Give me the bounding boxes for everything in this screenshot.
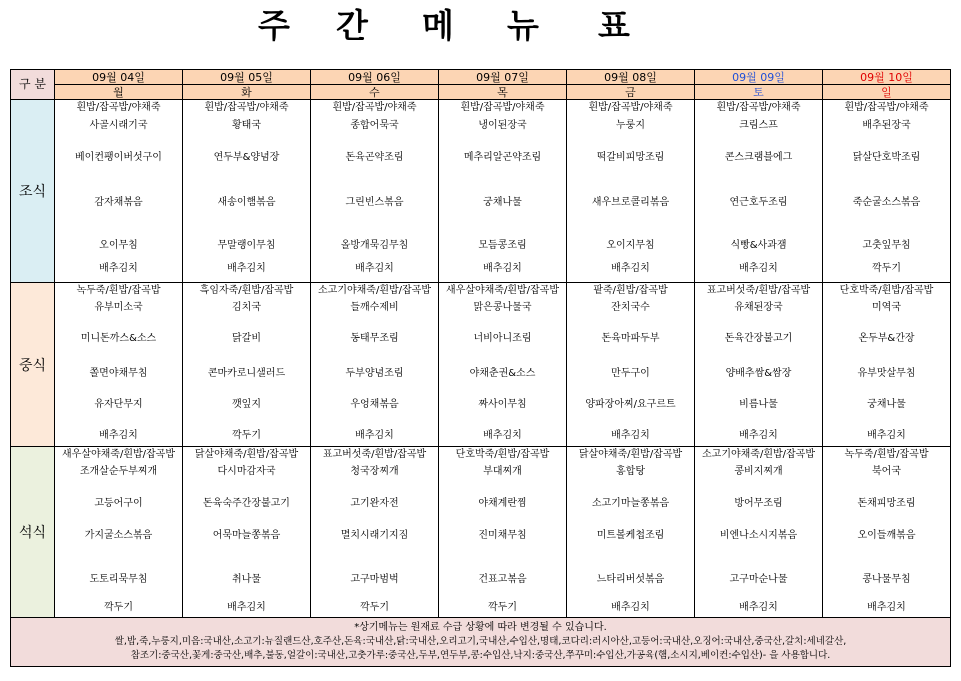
menu-item: 맑은콩나물국 bbox=[473, 302, 532, 313]
menu-cell bbox=[183, 100, 311, 283]
menu-item: 고등어구이 bbox=[94, 498, 143, 509]
menu-item: 흰밥/잡곡밥/야채죽 bbox=[332, 102, 417, 113]
menu-item: 표고버섯죽/흰밥/잡곡밥 bbox=[322, 449, 427, 460]
menu-item: 가지굴소스볶음 bbox=[84, 530, 153, 541]
menu-item: 돈육숙주간장불고기 bbox=[203, 498, 290, 509]
menu-cell bbox=[311, 447, 439, 618]
menu-item: 콘마카로니샐러드 bbox=[207, 368, 286, 379]
menu-item: 그린빈스볶음 bbox=[345, 197, 404, 208]
menu-item: 진미채무침 bbox=[478, 530, 527, 541]
menu-item: 궁채나물 bbox=[483, 197, 522, 208]
date-header: 09월 07일 bbox=[439, 70, 567, 85]
meal-label: 중식 bbox=[11, 283, 55, 447]
menu-item: 배추김치 bbox=[867, 602, 906, 613]
menu-item: 단호박죽/흰밥/잡곡밥 bbox=[455, 449, 550, 460]
menu-item: 들깨수제비 bbox=[350, 302, 399, 313]
menu-item: 오이지무침 bbox=[606, 240, 655, 251]
menu-item: 만두구이 bbox=[611, 368, 650, 379]
menu-item: 다시마감자국 bbox=[217, 466, 276, 477]
title-char: 뉴 bbox=[507, 6, 539, 45]
menu-item: 깍두기 bbox=[104, 602, 133, 613]
menu-cell bbox=[55, 100, 183, 283]
menu-item: 돈채피망조림 bbox=[857, 498, 916, 509]
menu-item: 배추김치 bbox=[99, 430, 138, 441]
menu-item: 어묵마늘쫑볶음 bbox=[212, 530, 281, 541]
menu-cell bbox=[439, 447, 567, 618]
menu-item: 흰밥/잡곡밥/야채죽 bbox=[460, 102, 545, 113]
menu-item: 녹두죽/흰밥/잡곡밥 bbox=[844, 449, 929, 460]
menu-item: 깍두기 bbox=[232, 430, 261, 441]
day-header: 화 bbox=[183, 85, 311, 100]
dinner-row bbox=[11, 447, 951, 618]
menu-item: 고구마순나물 bbox=[729, 574, 788, 585]
menu-item: 야채춘권&소스 bbox=[469, 368, 536, 379]
menu-cell bbox=[183, 283, 311, 447]
menu-item: 유채된장국 bbox=[734, 302, 783, 313]
menu-item: 베이컨팽이버섯구이 bbox=[75, 152, 162, 163]
menu-item: 죽순굴소스볶음 bbox=[852, 197, 921, 208]
date-header-sunday: 09월 10일 bbox=[823, 70, 951, 85]
menu-item: 돈육곤약조림 bbox=[345, 152, 404, 163]
menu-cell bbox=[695, 283, 823, 447]
menu-item: 유부미소국 bbox=[94, 302, 143, 313]
menu-item: 취나물 bbox=[232, 574, 261, 585]
menu-cell bbox=[567, 283, 695, 447]
menu-item: 소고기야채죽/흰밥/잡곡밥 bbox=[702, 449, 815, 460]
day-header: 수 bbox=[311, 85, 439, 100]
menu-item: 오이들깨볶음 bbox=[857, 530, 916, 541]
menu-item: 콘스크램블에그 bbox=[724, 152, 793, 163]
menu-item: 배추김치 bbox=[227, 263, 266, 274]
menu-item: 도토리묵무침 bbox=[89, 574, 148, 585]
menu-item: 배추김치 bbox=[739, 602, 778, 613]
menu-item: 종합어묵국 bbox=[350, 120, 399, 131]
day-header-saturday: 토 bbox=[695, 85, 823, 100]
day-header: 금 bbox=[567, 85, 695, 100]
breakfast-row bbox=[11, 100, 951, 283]
menu-item: 궁채나물 bbox=[867, 399, 906, 410]
menu-item: 깻잎지 bbox=[232, 399, 261, 410]
menu-item: 돈육간장불고기 bbox=[724, 333, 793, 344]
menu-item: 올방개묵김무침 bbox=[340, 240, 409, 251]
header-corner: 구 분 bbox=[11, 70, 55, 100]
menu-item: 배추김치 bbox=[355, 430, 394, 441]
menu-item: 방어무조림 bbox=[734, 498, 783, 509]
menu-item: 두부양념조림 bbox=[345, 368, 404, 379]
menu-item: 비엔나소시지볶음 bbox=[719, 530, 798, 541]
menu-item: 닭살단호박조림 bbox=[852, 152, 921, 163]
menu-item: 오이무침 bbox=[99, 240, 138, 251]
menu-cell bbox=[823, 283, 951, 447]
menu-item: 배추김치 bbox=[867, 430, 906, 441]
menu-item: 배추김치 bbox=[611, 263, 650, 274]
menu-cell bbox=[183, 447, 311, 618]
menu-item: 흰밥/잡곡밥/야채죽 bbox=[588, 102, 673, 113]
menu-item: 깍두기 bbox=[360, 602, 389, 613]
menu-item: 누룽지 bbox=[616, 120, 645, 131]
menu-item: 조개살순두부찌개 bbox=[79, 466, 158, 477]
notes-line: 참조기:중국산,꽃게:중국산,배추,불동,얼갈이:국내산,고춧가루:중국산,두부,연두부,콩:수입산,낙지:중국산,쭈꾸미:수입산,가공육(햄,소시지,베이컨:수입산)- 을 사용합니다. bbox=[130, 650, 831, 661]
menu-cell bbox=[439, 283, 567, 447]
menu-item: 콩나물무침 bbox=[862, 574, 911, 585]
menu-item: 미역국 bbox=[872, 302, 901, 313]
menu-cell bbox=[55, 283, 183, 447]
menu-cell bbox=[823, 447, 951, 618]
menu-item: 닭살야채죽/흰밥/잡곡밥 bbox=[578, 449, 683, 460]
menu-item: 냉이된장국 bbox=[478, 120, 527, 131]
day-header: 월 bbox=[55, 85, 183, 100]
menu-item: 양배추쌈&쌈장 bbox=[725, 368, 792, 379]
menu-item: 무말랭이무침 bbox=[217, 240, 276, 251]
menu-item: 우엉채볶음 bbox=[350, 399, 399, 410]
title-char: 주 bbox=[258, 6, 290, 45]
menu-item: 새우브로콜리볶음 bbox=[591, 197, 670, 208]
menu-item: 표고버섯죽/흰밥/잡곡밥 bbox=[706, 285, 811, 296]
menu-item: 청국장찌개 bbox=[350, 466, 399, 477]
menu-item: 배추김치 bbox=[611, 430, 650, 441]
menu-item: 흑임자죽/흰밥/잡곡밥 bbox=[199, 285, 294, 296]
menu-item: 콩비지찌개 bbox=[734, 466, 783, 477]
menu-item: 온두부&간장 bbox=[858, 333, 915, 344]
menu-item: 새우살야채죽/흰밥/잡곡밥 bbox=[62, 449, 175, 460]
date-header: 09월 04일 bbox=[55, 70, 183, 85]
menu-item: 배추김치 bbox=[483, 263, 522, 274]
date-header: 09월 08일 bbox=[567, 70, 695, 85]
menu-item: 팥죽/흰밥/잡곡밥 bbox=[593, 285, 668, 296]
day-header: 목 bbox=[439, 85, 567, 100]
title-char: 간 bbox=[336, 6, 368, 45]
menu-item: 연두부&양념장 bbox=[213, 152, 280, 163]
menu-cell bbox=[439, 100, 567, 283]
date-header: 09월 05일 bbox=[183, 70, 311, 85]
menu-item: 소고기야채죽/흰밥/잡곡밥 bbox=[318, 285, 431, 296]
menu-item: 흰밥/잡곡밥/야채죽 bbox=[844, 102, 929, 113]
menu-item: 배추김치 bbox=[99, 263, 138, 274]
meal-label: 조식 bbox=[11, 100, 55, 283]
menu-item: 녹두죽/흰밥/잡곡밥 bbox=[76, 285, 161, 296]
menu-item: 멸치시래기지짐 bbox=[340, 530, 409, 541]
menu-item: 닭살야채죽/흰밥/잡곡밥 bbox=[194, 449, 299, 460]
menu-item: 유부맛살무침 bbox=[857, 368, 916, 379]
menu-item: 부대찌개 bbox=[483, 466, 522, 477]
menu-item: 미트볼케첩조림 bbox=[596, 530, 665, 541]
menu-item: 양파장아찌/요구르트 bbox=[585, 399, 676, 410]
menu-item: 배추된장국 bbox=[862, 120, 911, 131]
menu-item: 깍두기 bbox=[488, 602, 517, 613]
menu-item: 황태국 bbox=[232, 120, 261, 131]
menu-item: 느타리버섯볶음 bbox=[596, 574, 665, 585]
menu-item: 잔치국수 bbox=[611, 302, 650, 313]
menu-cell bbox=[695, 100, 823, 283]
menu-item: 비름나물 bbox=[739, 399, 778, 410]
menu-item: 배추김치 bbox=[611, 602, 650, 613]
menu-item: 북어국 bbox=[872, 466, 901, 477]
menu-item: 야채계란찜 bbox=[478, 498, 527, 509]
menu-cell bbox=[823, 100, 951, 283]
menu-item: 닭갈비 bbox=[232, 333, 261, 344]
menu-item: 김치국 bbox=[232, 302, 261, 313]
menu-cell bbox=[567, 100, 695, 283]
menu-item: 메추리알곤약조림 bbox=[463, 152, 542, 163]
title-char: 메 bbox=[422, 6, 454, 45]
menu-item: 건표고볶음 bbox=[478, 574, 527, 585]
menu-item: 소고기마늘쫑볶음 bbox=[591, 498, 670, 509]
title-char: 표 bbox=[598, 6, 630, 45]
menu-item: 흰밥/잡곡밥/야채죽 bbox=[76, 102, 161, 113]
menu-item: 깍두기 bbox=[872, 263, 901, 274]
menu-item: 감자채볶음 bbox=[94, 197, 143, 208]
menu-cell bbox=[311, 100, 439, 283]
menu-item: 연근호두조림 bbox=[729, 197, 788, 208]
menu-item: 새송이햄볶음 bbox=[217, 197, 276, 208]
menu-item: 배추김치 bbox=[739, 263, 778, 274]
menu-item: 배추김치 bbox=[483, 430, 522, 441]
notes-box bbox=[11, 618, 951, 667]
menu-item: 고춧잎무침 bbox=[862, 240, 911, 251]
weekly-menu-table bbox=[10, 69, 951, 667]
menu-cell bbox=[55, 447, 183, 618]
menu-item: 식빵&사과잼 bbox=[730, 240, 787, 251]
menu-item: 크림스프 bbox=[739, 120, 778, 131]
day-header-sunday: 일 bbox=[823, 85, 951, 100]
menu-cell bbox=[311, 283, 439, 447]
date-header: 09월 06일 bbox=[311, 70, 439, 85]
menu-item: 홍합탕 bbox=[616, 466, 645, 477]
menu-item: 배추김치 bbox=[355, 263, 394, 274]
notes-line: *상기메뉴는 원재료 수급 상황에 따라 변경될 수 있습니다. bbox=[354, 622, 607, 633]
menu-item: 새우살야채죽/흰밥/잡곡밥 bbox=[446, 285, 559, 296]
menu-item: 돈육마파두부 bbox=[601, 333, 660, 344]
menu-item: 흰밥/잡곡밥/야채죽 bbox=[204, 102, 289, 113]
menu-item: 동태무조림 bbox=[350, 333, 399, 344]
menu-item: 너비아니조림 bbox=[473, 333, 532, 344]
page-title bbox=[0, 0, 961, 66]
menu-item: 모듬콩조림 bbox=[478, 240, 527, 251]
menu-item: 쫄면야채무침 bbox=[89, 368, 148, 379]
menu-item: 짜사이무침 bbox=[478, 399, 527, 410]
menu-item: 단호박죽/흰밥/잡곡밥 bbox=[839, 285, 934, 296]
menu-cell bbox=[567, 447, 695, 618]
date-header-saturday: 09월 09일 bbox=[695, 70, 823, 85]
menu-item: 고구마범벅 bbox=[350, 574, 399, 585]
menu-item: 사골시래기국 bbox=[89, 120, 148, 131]
menu-cell bbox=[695, 447, 823, 618]
menu-item: 떡갈비피망조림 bbox=[596, 152, 665, 163]
notes-line: 쌀,밥,죽,누룽지,미음:국내산,소고기:뉴질랜드산,호주산,돈육:국내산,닭:국내산,오리고기,국내산,수입산,명태,코다리:러시아산,고등어:국내산,오징어:국내산,중국산,갈치:세네갈산, bbox=[114, 636, 847, 647]
menu-item: 배추김치 bbox=[227, 602, 266, 613]
lunch-row bbox=[11, 283, 951, 447]
menu-item: 흰밥/잡곡밥/야채죽 bbox=[716, 102, 801, 113]
menu-item: 미니돈까스&소스 bbox=[80, 333, 157, 344]
menu-item: 고기완자전 bbox=[350, 498, 399, 509]
menu-item: 배추김치 bbox=[739, 430, 778, 441]
menu-item: 유자단무지 bbox=[94, 399, 143, 410]
meal-label: 석식 bbox=[11, 447, 55, 618]
